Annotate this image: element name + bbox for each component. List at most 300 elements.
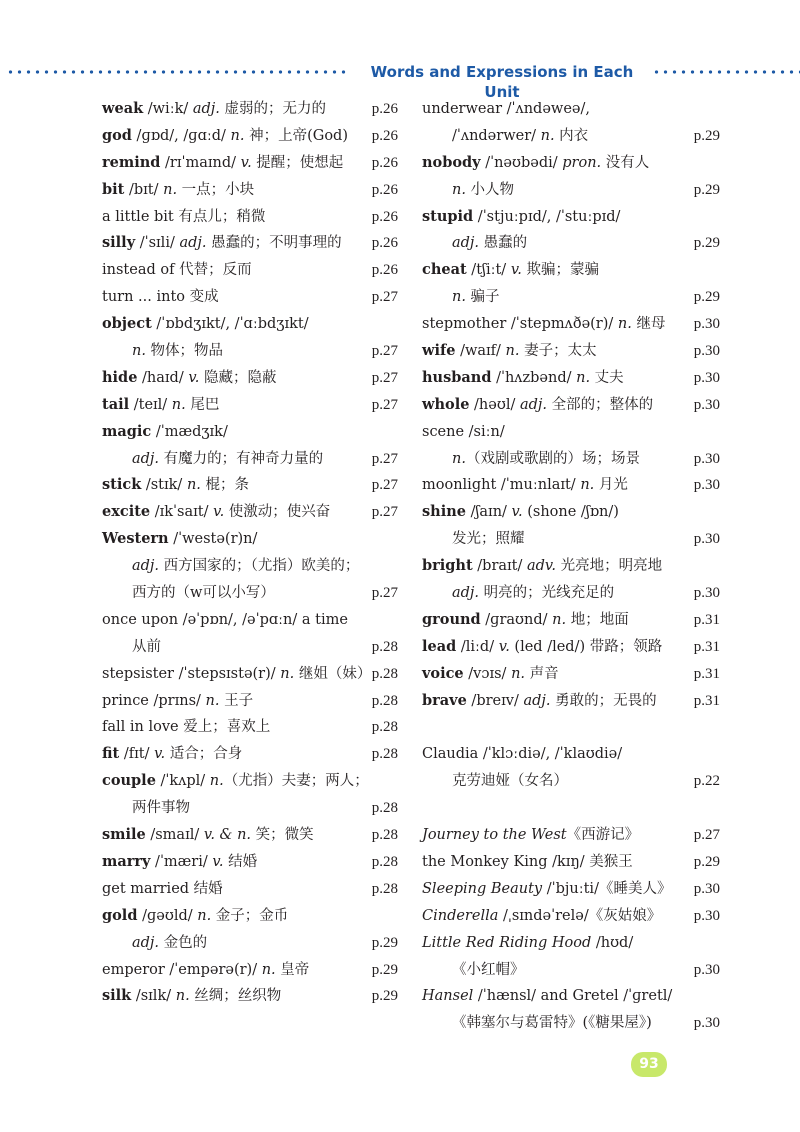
pronunciation: stepmother /ˈstepmʌðə(r)/	[422, 316, 618, 333]
pronunciation: /ʃaɪn/	[465, 504, 512, 521]
entry-text	[452, 957, 525, 984]
pronunciation: /teɪl/	[129, 396, 172, 413]
headword: object	[102, 315, 152, 333]
definition: (shone /ʃɒn/)	[522, 504, 619, 521]
vocab-line	[102, 768, 398, 795]
headword: couple	[102, 772, 156, 790]
pronunciation: fall in love 爱上；喜欢上	[102, 719, 271, 736]
entry-text	[422, 903, 661, 930]
entry-text	[422, 365, 624, 392]
page-number-badge: 93	[631, 1052, 667, 1077]
pronunciation: a little bit 有点儿；稍微	[102, 208, 266, 225]
headword: wife	[422, 342, 456, 360]
part-of-speech: n.	[205, 692, 220, 709]
entry-text	[102, 392, 219, 419]
definition: 西方国家的；（尤指）欧美的；	[159, 558, 360, 575]
definition: 妻子；太太	[519, 343, 597, 360]
vocab-line	[102, 876, 398, 903]
headword: excite	[102, 503, 151, 521]
page-ref: p.28	[371, 880, 398, 897]
vocab-line	[422, 257, 720, 284]
definition: 骗子	[465, 289, 500, 306]
entry-text	[132, 930, 207, 957]
definition: 欺骗；蒙骗	[521, 262, 600, 279]
definition: 月光	[594, 477, 628, 494]
definition: 皇帝	[275, 961, 310, 978]
pronunciation: /ɡɒd/, /ɡɑːd/	[131, 127, 231, 144]
entry-text	[452, 284, 500, 311]
headword: whole	[422, 395, 470, 413]
vocab-line	[422, 795, 720, 822]
part-of-speech: n.	[132, 343, 146, 360]
pronunciation: /breɪv/	[466, 692, 524, 709]
entry-text	[422, 661, 559, 688]
vocab-line	[102, 123, 398, 150]
definition: （尤指）夫妻；两人；	[223, 773, 369, 790]
pronunciation: /stɪk/	[141, 477, 187, 494]
vocab-line	[102, 849, 398, 876]
entry-text	[102, 499, 330, 526]
page-ref: p.27	[371, 477, 398, 494]
part-of-speech: adj.	[519, 396, 548, 413]
entry-text	[102, 688, 253, 715]
page-ref: p.28	[371, 853, 398, 870]
definition: /ˈhænsl/ and Gretel /ˈɡretl/	[473, 988, 673, 1005]
part-of-speech: n.	[175, 988, 190, 1005]
entry-text	[422, 930, 633, 957]
page-ref: p.30	[693, 961, 720, 978]
part-of-speech: adj.	[132, 934, 160, 951]
page-ref: p.27	[371, 504, 398, 521]
vocab-line	[422, 392, 720, 419]
definition: 愚蠢的；不明事理的	[206, 235, 342, 252]
entry-text	[422, 634, 662, 661]
headword: ground	[422, 610, 481, 628]
entry-text	[102, 876, 223, 903]
page-ref: p.26	[371, 208, 398, 225]
pronunciation: 两件事物	[132, 800, 190, 817]
entry-text	[102, 957, 309, 984]
page-ref: p.29	[693, 181, 720, 198]
vocab-line	[102, 607, 398, 634]
entry-text	[422, 607, 629, 634]
page-ref: p.29	[693, 853, 720, 870]
pronunciation: 从前	[132, 638, 161, 655]
part-of-speech: n.	[230, 127, 245, 144]
page-ref: p.26	[371, 262, 398, 279]
headword: silk	[102, 987, 132, 1005]
pronunciation: scene /siːn/	[422, 423, 505, 440]
headword: stupid	[422, 207, 474, 225]
definition: 地；地面	[566, 611, 629, 628]
pronunciation: /ˈmædʒɪk/	[151, 423, 228, 440]
vocab-line	[102, 903, 398, 930]
vocab-line	[102, 338, 398, 365]
part-of-speech: pron.	[562, 154, 602, 171]
definition: 勇敢的；无畏的	[550, 692, 657, 709]
definition: 尾巴	[185, 396, 220, 413]
part-of-speech: n.	[452, 289, 466, 306]
pronunciation: /liːd/	[456, 638, 499, 655]
entry-text	[102, 365, 277, 392]
definition: 有魔力的；有神奇力量的	[159, 450, 324, 467]
definition: /ˈbjuːti/《睡美人》	[542, 880, 672, 897]
vocab-line	[422, 822, 720, 849]
pronunciation: /haɪd/	[137, 369, 189, 386]
page-ref: p.28	[371, 692, 398, 709]
part-of-speech: n.	[617, 316, 632, 333]
vocab-line	[102, 553, 398, 580]
headword: weak	[102, 100, 144, 117]
definition: 棍；条	[200, 477, 249, 494]
header-dots-right	[652, 70, 800, 74]
entry-text	[102, 983, 281, 1010]
entry-text	[102, 714, 270, 741]
headword: fit	[102, 745, 120, 763]
vocab-line	[422, 876, 720, 903]
part-of-speech: n.	[511, 665, 526, 682]
definition: 物体；物品	[145, 343, 224, 360]
definition: 使激动；使兴奋	[224, 504, 331, 521]
page-header	[0, 62, 800, 101]
pronunciation: /sɪlk/	[131, 988, 176, 1005]
vocab-line	[422, 1010, 720, 1037]
vocab-line	[422, 714, 720, 741]
definition: 继姐（妹）	[294, 665, 372, 682]
page-ref: p.29	[371, 961, 398, 978]
vocab-line	[422, 903, 720, 930]
entry-text	[422, 150, 649, 177]
vocab-line	[102, 526, 398, 553]
definition: 笑；微笑	[251, 827, 314, 844]
page-ref: p.30	[693, 1015, 720, 1032]
definition: 光亮地；明亮地	[556, 558, 663, 575]
headword: hide	[102, 368, 138, 386]
part-of-speech: v.	[213, 504, 225, 521]
vocab-line	[422, 338, 720, 365]
vocab-line	[102, 257, 398, 284]
part-of-speech: n.	[280, 665, 295, 682]
entry-text	[102, 419, 228, 446]
part-of-speech: n.	[452, 450, 466, 467]
vocab-line	[422, 96, 720, 123]
entry-text	[452, 230, 527, 257]
pronunciation: /ˈkʌpl/	[155, 773, 210, 790]
vocab-line	[102, 311, 398, 338]
page-ref: p.28	[371, 665, 398, 682]
entry-text	[102, 123, 348, 150]
part-of-speech: Cinderella	[422, 907, 499, 924]
vocab-line	[102, 230, 398, 257]
part-of-speech: adj.	[192, 101, 220, 117]
page-ref: p.31	[693, 611, 720, 628]
pronunciation: /waɪf/	[455, 343, 506, 360]
pronunciation: Claudia /ˈklɔːdiə/, /ˈklaʊdiə/	[422, 746, 623, 763]
page-ref: p.30	[693, 585, 720, 602]
vocab-line	[422, 123, 720, 150]
page-ref: p.31	[693, 665, 720, 682]
entry-text	[102, 177, 254, 204]
header-title: Words and Expressions in Each Unit	[370, 63, 634, 101]
definition: 愚蠢的	[479, 235, 528, 252]
page-ref: p.29	[371, 988, 398, 1005]
definition: 小人物	[465, 181, 515, 198]
pronunciation: moonlight /ˈmuːnlaɪt/	[422, 477, 581, 494]
vocab-line	[422, 526, 720, 553]
vocab-line	[102, 499, 398, 526]
vocab-line	[422, 768, 720, 795]
definition: 金子；金币	[211, 907, 289, 924]
pronunciation: /ɡəʊld/	[137, 907, 198, 924]
page-ref: p.27	[371, 369, 398, 386]
pronunciation: get married 结婚	[102, 880, 223, 897]
pronunciation: /wiːk/	[143, 101, 193, 117]
part-of-speech: adj.	[452, 235, 480, 252]
page-ref: p.31	[693, 638, 720, 655]
page-ref: p.31	[693, 692, 720, 709]
pronunciation: /bɪt/	[124, 181, 164, 198]
vocab-line	[102, 688, 398, 715]
page-ref: p.29	[693, 127, 720, 144]
vocab-line	[422, 607, 720, 634]
pronunciation: stepsister /ˈstepsɪstə(r)/	[102, 665, 281, 682]
pronunciation: /ˈmæri/	[150, 853, 213, 870]
entry-text	[422, 741, 622, 768]
entry-text	[422, 499, 619, 526]
entry-text	[102, 741, 242, 768]
entry-text	[452, 768, 568, 795]
page-ref: p.27	[371, 585, 398, 602]
page-ref: p.28	[371, 719, 398, 736]
page-ref: p.22	[693, 773, 720, 790]
headword: husband	[422, 368, 492, 386]
definition: 丝绸；丝织物	[189, 988, 282, 1005]
vocab-line	[422, 930, 720, 957]
pronunciation: /həʊl/	[469, 396, 520, 413]
pronunciation: instead of 代替；反而	[102, 262, 252, 279]
part-of-speech: Journey to the West	[422, 827, 567, 844]
pronunciation: /ˈnəʊbədi/	[480, 154, 563, 171]
page-ref: p.27	[693, 827, 720, 844]
part-of-speech: n.	[209, 773, 224, 790]
vocab-line	[102, 96, 398, 123]
vocab-line	[422, 553, 720, 580]
vocab-line	[422, 983, 720, 1010]
vocab-line	[102, 634, 398, 661]
page-ref: p.29	[693, 289, 720, 306]
pronunciation: /rɪˈmaɪnd/	[160, 154, 241, 171]
headword: marry	[102, 852, 151, 870]
headword: nobody	[422, 153, 481, 171]
vocab-line	[422, 688, 720, 715]
definition: 王子	[219, 692, 254, 709]
headword: god	[102, 126, 132, 144]
part-of-speech: n.	[171, 396, 186, 413]
definition: 神；上帝(God)	[244, 127, 348, 144]
left-column	[102, 96, 398, 1010]
part-of-speech: n.	[552, 611, 567, 628]
headword: smile	[102, 826, 146, 844]
vocab-line	[422, 634, 720, 661]
page-ref: p.28	[371, 638, 398, 655]
vocab-line	[102, 472, 398, 499]
part-of-speech: Sleeping Beauty	[422, 880, 543, 897]
vocab-line	[102, 204, 398, 231]
entry-text	[102, 257, 252, 284]
part-of-speech: n.	[197, 907, 212, 924]
part-of-speech: adv.	[526, 558, 556, 575]
headword: gold	[102, 906, 138, 924]
entry-text	[422, 311, 665, 338]
part-of-speech: n.	[261, 961, 276, 978]
vocab-line	[102, 177, 398, 204]
part-of-speech: n.	[163, 181, 178, 198]
entry-text	[422, 96, 590, 123]
pronunciation: underwear /ˈʌndəweə/,	[422, 101, 590, 117]
entry-text	[102, 526, 257, 553]
definition: 适合；合身	[165, 746, 243, 763]
entry-text	[132, 338, 223, 365]
vocab-line	[102, 930, 398, 957]
part-of-speech: v.	[154, 746, 166, 763]
vocab-line	[102, 365, 398, 392]
pronunciation: /vɔɪs/	[463, 665, 512, 682]
headword: bright	[422, 557, 473, 575]
pronunciation: /ˈwestə(r)n/	[168, 531, 258, 548]
entry-text	[422, 419, 505, 446]
pronunciation: /ɪkˈsaɪt/	[150, 504, 214, 521]
entry-text	[452, 123, 588, 150]
pronunciation: 发光；照耀	[452, 531, 525, 548]
entry-text	[102, 661, 371, 688]
entry-text	[132, 580, 275, 607]
vocab-line	[102, 284, 398, 311]
pronunciation: the Monkey King /kɪŋ/ 美猴王	[422, 853, 633, 870]
definition: 虚弱的；无力的	[219, 101, 327, 117]
part-of-speech: v. & n.	[203, 827, 252, 844]
definition: /hʊd/	[591, 934, 634, 951]
vocab-line	[422, 472, 720, 499]
page-ref: p.30	[693, 369, 720, 386]
part-of-speech: Hansel	[422, 988, 474, 1005]
vocab-line	[422, 661, 720, 688]
vocab-line	[102, 150, 398, 177]
pronunciation: 克劳迪娅（女名）	[452, 773, 568, 790]
entry-text	[452, 177, 514, 204]
entry-text	[102, 204, 265, 231]
vocab-line	[422, 177, 720, 204]
entry-text	[102, 849, 257, 876]
vocab-line	[422, 741, 720, 768]
pronunciation: /ˈsɪli/	[135, 235, 180, 252]
entry-text	[102, 903, 288, 930]
definition: 隐藏；隐蔽	[199, 369, 277, 386]
vocab-line	[422, 311, 720, 338]
entry-text	[452, 446, 640, 473]
vocab-line	[422, 957, 720, 984]
pronunciation: emperor /ˈempərə(r)/	[102, 961, 262, 978]
pronunciation: /ˈɒbdʒɪkt/, /ˈɑːbdʒɪkt/	[151, 316, 309, 333]
part-of-speech: v.	[212, 853, 224, 870]
entry-text	[422, 257, 599, 284]
entry-text	[452, 1010, 652, 1037]
pronunciation: 《韩塞尔与葛雷特》(《糖果屋》)	[452, 1015, 652, 1032]
definition: 丈夫	[590, 369, 624, 386]
vocab-line	[102, 392, 398, 419]
part-of-speech: adj.	[179, 235, 207, 252]
header-dots-left	[6, 70, 350, 74]
definition: (led /led/) 带路；领路	[509, 638, 663, 655]
page-ref: p.26	[371, 154, 398, 171]
part-of-speech: Little Red Riding Hood	[422, 934, 592, 951]
vocab-line	[102, 957, 398, 984]
part-of-speech: n.	[505, 343, 520, 360]
headword: magic	[102, 422, 152, 440]
vocab-line	[422, 499, 720, 526]
page-ref: p.26	[371, 235, 398, 252]
entry-text	[452, 526, 525, 553]
definition: 明亮的；光线充足的	[479, 585, 615, 602]
vocab-line	[102, 446, 398, 473]
entry-text	[102, 472, 249, 499]
part-of-speech: n.	[452, 181, 466, 198]
page-ref: p.26	[371, 127, 398, 144]
part-of-speech: v.	[498, 638, 510, 655]
entry-text	[102, 607, 348, 634]
page-ref: p.27	[371, 289, 398, 306]
definition: 内衣	[554, 127, 589, 144]
definition: 结婚	[223, 853, 258, 870]
pronunciation: /ˈʌndərwer/	[452, 127, 541, 144]
vocab-line	[422, 446, 720, 473]
part-of-speech: v.	[188, 369, 200, 386]
vocab-line	[422, 150, 720, 177]
pronunciation: /fɪt/	[119, 746, 155, 763]
part-of-speech: adj.	[132, 450, 160, 467]
page-ref: p.27	[371, 343, 398, 360]
part-of-speech: adj.	[132, 558, 160, 575]
part-of-speech: n.	[580, 477, 595, 494]
headword: Western	[102, 530, 169, 548]
page-ref: p.26	[371, 181, 398, 198]
vocab-line	[102, 795, 398, 822]
page-ref: p.28	[371, 800, 398, 817]
pronunciation: /tʃiːt/	[466, 262, 511, 279]
entry-text	[422, 688, 657, 715]
vocab-line	[422, 230, 720, 257]
entry-text	[102, 96, 326, 123]
pronunciation: /braɪt/	[472, 558, 527, 575]
headword: cheat	[422, 261, 467, 279]
vocab-line	[422, 580, 720, 607]
vocab-line	[102, 741, 398, 768]
vocab-line	[422, 284, 720, 311]
entry-text	[422, 472, 628, 499]
headword: tail	[102, 395, 130, 413]
part-of-speech: adj.	[452, 585, 480, 602]
headword: voice	[422, 664, 464, 682]
part-of-speech: n.	[540, 127, 555, 144]
part-of-speech: n.	[576, 369, 591, 386]
definition: 一点；小块	[177, 181, 255, 198]
entry-text	[422, 204, 620, 231]
definition: 继母	[631, 316, 666, 333]
entry-text	[422, 876, 671, 903]
page-ref: p.28	[371, 746, 398, 763]
vocab-line	[102, 822, 398, 849]
page-ref: p.27	[371, 450, 398, 467]
pronunciation: once upon /əˈpɒn/, /əˈpɑːn/ a time	[102, 611, 348, 628]
